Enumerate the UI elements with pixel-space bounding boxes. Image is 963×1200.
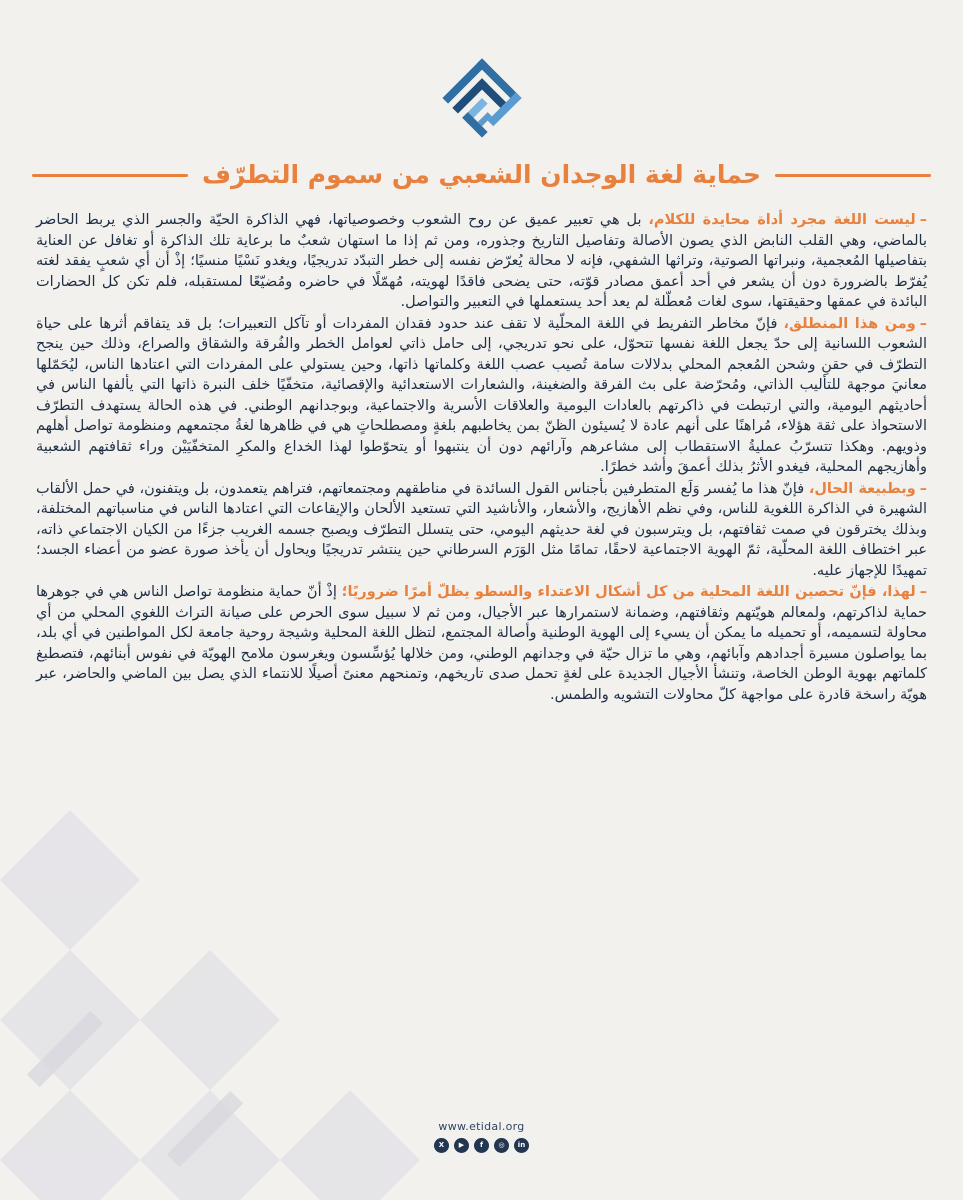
x-icon[interactable]: X [434, 1138, 449, 1153]
linkedin-icon[interactable]: in [514, 1138, 529, 1153]
article-body [36, 210, 927, 706]
paragraph-lead: وبطبيعة الحال، [808, 480, 916, 497]
etidal-logo [432, 48, 532, 148]
paragraph-1 [36, 210, 927, 313]
bullet-dash: – [919, 480, 927, 497]
social-icons [382, 1138, 582, 1153]
paragraph-3 [36, 479, 927, 582]
paragraph-2 [36, 314, 927, 478]
page-title: حماية لغة الوجدان الشعبي من سموم التطرّف [201, 160, 762, 189]
paragraph-text: فإنّ هذا ما يُفسر وَلَع المتطرفين بأجناس القول السائدة في مناطقهم ومجتمعاتهم، فتراهم يتعمدون، بل ويتفنون، في حمل الألقاب الشهيرة في الذاكرة اللغوية للناس، وفي نظم الأهازيج، والأشعار، والأناشيد التي تستعيد الألحان والإيقاعات التي اعتادها الناس في مناسباتهم المختلفة، وبذلك يخترقون في صمت ثقافتهم، بل ويترسبون في لغة حديثهم اليومي، حتى يتسلل التطرّف ويصبح جسمه الغريب جزءًا من الكيان الاجتماعي ذاته، عبر اختطاف اللغة المحلّية، ثمّ الهوية الاجتماعية لاحقًا، تمامًا مثل الوَرَم السرطاني حين ينتشر تدريجيًا ويحاول أن يأخذ صورة عضو من أعضاء الجسد؛ تمهيدًا للإجهاز عليه. [36, 480, 927, 579]
paragraph-lead: لهذا، فإنّ تحصين اللغة المحلية من كل أشكال الاعتداء والسطو يظلّ أمرًا ضروريًا؛ [341, 584, 916, 600]
background-pattern-decoration [0, 740, 420, 1200]
youtube-icon[interactable]: ▶ [454, 1138, 469, 1153]
bullet-dash: – [919, 315, 928, 332]
instagram-icon[interactable]: ◎ [494, 1138, 509, 1153]
footer [382, 1120, 582, 1153]
paragraph-text: بل هي تعبير عميق عن روح الشعوب وخصوصياتها، فهي الذاكرة الحيّة والجسر الذي يربط الحاضر بالماضي، وهي القلب النابض الذي يصون الأصالة وتفاصيل التاريخ وجذوره، ومن ثم إذا ما استهان شعبٌ ما برعاية تلك الذاكرة أو تغافل عن العناية بتفاصيلها المُعجمية، ونبراتها الصوتية، وتراثها الشفهي، فإنه لا محالة يُعرّض نفسه إلى خطر التبدّد تدريجيًا، ويغدو نَسْيًا منسيًا؛ إذْ أن أي شعبٍ يفقد لغته يُفرّط بالضرورة دون أن يشعر في أحد أعمق مصادر قوّته، حتى يضحى فاقدًا لهويته، مُهمّلًا في حاضره ومُضيّعًا لمستقبله، فلم تكن كل الحضارات البائدة في عمقها وحقيقتها، سوى لغات مُعطّلة لم يعد أحد يستعملها في التعبير والتواصل. [36, 212, 927, 310]
paragraph-text: فإنّ مخاطر التفريط في اللغة المحلّية لا تقف عند حدود فقدان المفردات أو تآكل التعبيرات؛ بل قد يتفاقم أثرها على حياة الشعوب اللسانية إلى حدّ يجعل اللغة نفسها تتحوّل، على نحو تدريجي، إلى حامل ذاتي لعوامل الخطر والفُرقة والشقاق والصراع، وذلك حين ينجح التطرّف في حقنِ وشحن المُعجم المحلي بدلالات سامة تُصيب عصب اللغة وكلماتها ذاتها، وحين يستولي على المفردات التي اعتادها الناس، ليُحَمّلها معانيَ موجهة للتأليب الذاتي، ومُحرّضة على بث الفرقة والضغينة، والشعارات الاستعدائية والإقصائية، متخفّيًا خلف النبرة ذاتها التي يألفها الناس في أحاديثهم اليومية، والتي ارتبطت في ذاكرتهم بالعادات اليومية والعلاقات الأسرية والاجتماعية، وبوجدانهم الوطني. في هذه الحالة يستهدف التطرّف الاستحواذ على ثقة هؤلاء، مُراهنًا على أنهم عادة لا يُسيئون الظنّ بمن يخاطبهم بلغةٍ ومصطلحاتٍ هي في ظاهرها لغةُ مجتمعهم ومنظومة تواصل أهلهم وذويهم. وهكذا تتسرّبُ عمليةُ الاستقطاب إلى مشاعرهم وآرائهم دون أن ينتبهوا أو يتحوّطوا لهذا الخداع والمكرِ المتخفّيَيْن وراء ثقافتهم الشعبية وأهازيجهم المحلية، فيغدو الأثرُ بذلك أعمقَ وأشد خطرًا. [36, 315, 927, 475]
paragraph-lead: ومن هذا المنطلق، [783, 315, 916, 332]
paragraph-lead: ليست اللغة مجرد أداة محايدة للكلام، [648, 212, 916, 228]
paragraph-4 [36, 582, 927, 705]
facebook-icon[interactable]: f [474, 1138, 489, 1153]
title-row [32, 160, 931, 190]
bullet-dash: – [919, 584, 927, 600]
title-rule-left [32, 174, 188, 177]
paragraph-text: إذْ أنّ حماية منظومة تواصل الناس هي في جوهرها حماية لذاكرتهم، ولمعالم هويّتهم وثقافتهم، وضمانة لاستمرارها عبر الأجيال، ومن ثم لا سبيل سوى الحرص على صيانة التراث اللغوي المحلي من أي محاولة لتسميمه، أو تحميله ما يمكن أن يسيء إلى الهوية الوطنية وأصالة المجتمع، لتظل اللغة المحلية وشيجة روحية جامعة لكل المواطنين في أي بلد، بما يواصلون مسيرة أجدادهم وآبائهم، وهي ما تزال حيّة في وجدانهم الوطني، ومن خلالها يُؤسِّسون ويغرسون ملامح الهويّة في نفوس أبنائهم، فتصطبغ كلماتهم بهوية الوطن الخاصة، وتنشأ الأجيال الجديدة على لغةٍ تحمل صدى تاريخهم، وتمنحهم معنىً أصيلًا للانتماء الذي يصل بين الماضي والحاضر، عبر هويّة راسخة قادرة على مواجهة كلّ محاولات التشويه والطمس. [36, 584, 927, 703]
bullet-dash: – [919, 212, 927, 228]
website-link[interactable]: www.etidal.org [438, 1120, 525, 1133]
title-rule-right [775, 174, 931, 177]
